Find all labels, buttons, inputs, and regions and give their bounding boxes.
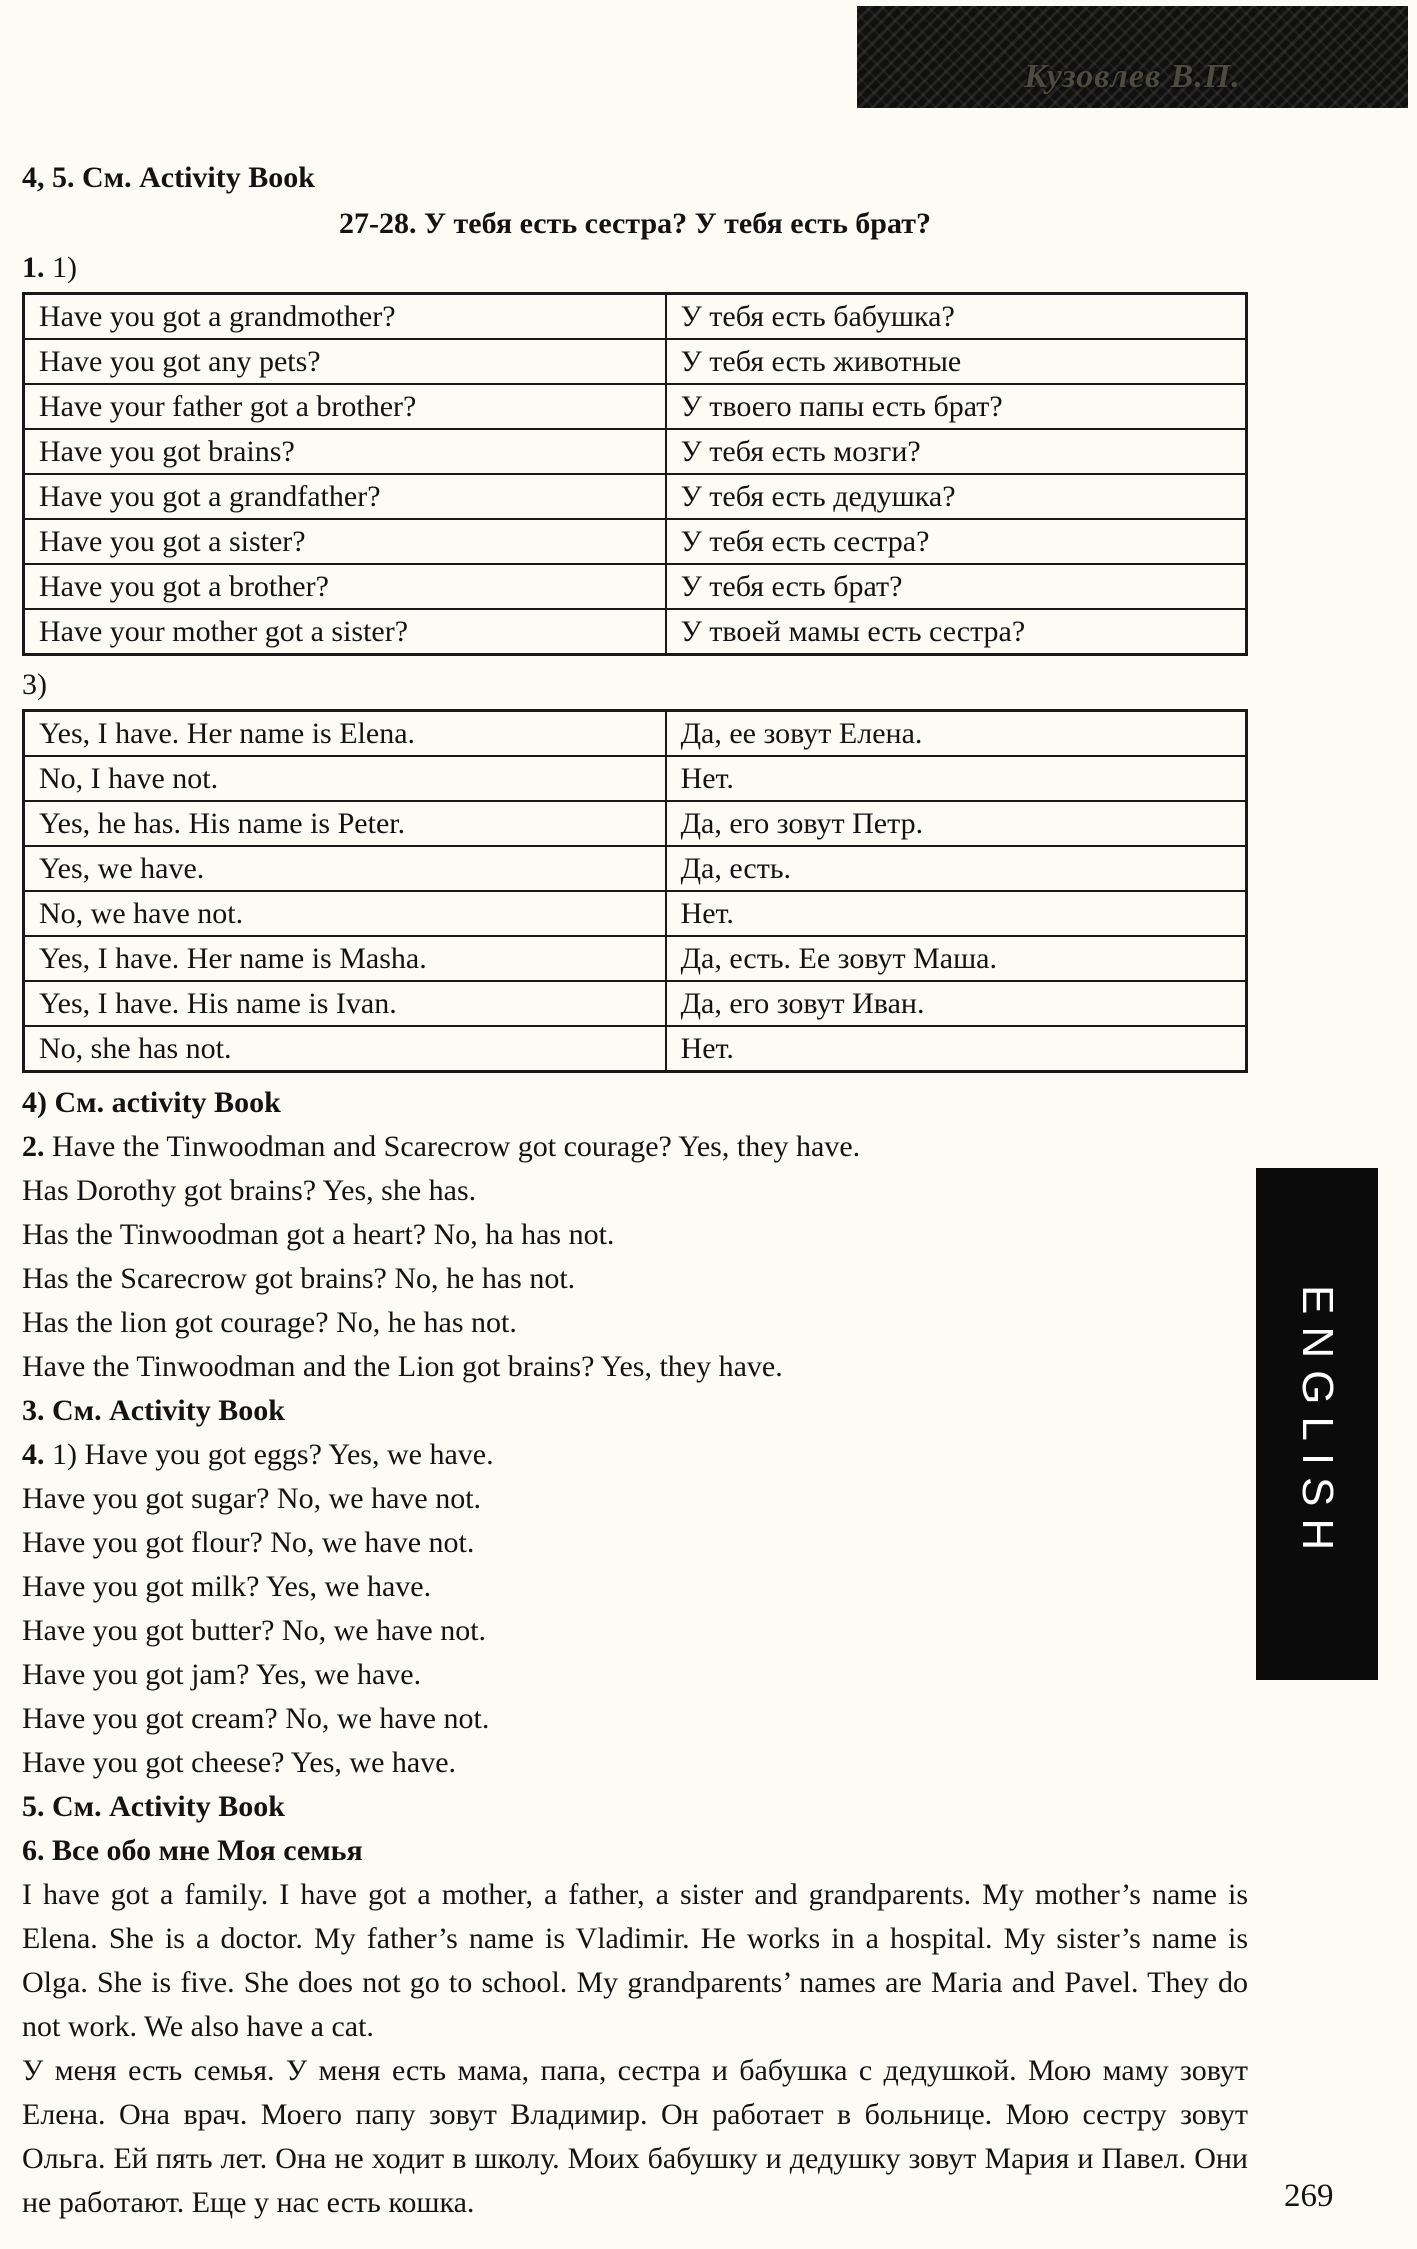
page-number: 269 [1284,2178,1334,2214]
question-cell-en: Have your father got a brother? [24,384,666,429]
table-row [24,711,1247,757]
exercise-2-first-line [22,1125,1248,1169]
questions-table [22,292,1248,656]
exercise-4-line: Have you got cream? No, we have not. [22,1702,490,1735]
question-cell-ru: У тебя есть дедушка? [666,474,1247,519]
answer-cell-ru: Да, его зовут Петр. [666,801,1247,846]
essay-russian: У меня есть семья. У меня есть мама, папа, сестра и бабушка с дедушкой. Мою маму зовут Елена. Она врач. Моего папу зовут Владимир. Он работает в больнице. Мою сестру зовут Ольга. Ей пять лет. Она не ходит в школу. Моих бабушку и дедушку зовут Мария и Павел. Они не работают. Еще у нас есть кошка. [22,2054,1248,2219]
question-cell-ru: У тебя есть животные [666,339,1247,384]
answer-cell-ru: Нет. [666,756,1247,801]
question-cell-en: Have you got brains? [24,429,666,474]
question-cell-ru: У твоей мамы есть сестра? [666,609,1247,655]
table-row [24,294,1247,340]
table-row [24,519,1247,564]
question-cell-en: Have you got a brother? [24,564,666,609]
table-row [24,936,1247,981]
question-cell-en: Have you got any pets? [24,339,666,384]
exercise-2-line: Has the Scarecrow got brains? No, he has not. [22,1262,576,1295]
exercise-4-line: Have you got jam? Yes, we have. [22,1658,422,1691]
table-row [24,384,1247,429]
exercise-4-line: Have you got flour? No, we have not. [22,1526,475,1559]
table-row [24,474,1247,519]
table-row [24,801,1247,846]
answers-table [22,709,1248,1073]
answer-cell-en: No, we have not. [24,891,666,936]
answer-cell-ru: Да, есть. [666,846,1247,891]
answer-cell-en: Yes, I have. His name is Ivan. [24,981,666,1026]
exercise-4-line: Have you got sugar? No, we have not. [22,1482,482,1515]
lesson-title: 27-28. У тебя есть сестра? У тебя есть брат? [339,207,931,240]
exercise-4-line: Have you got cheese? Yes, we have. [22,1746,457,1779]
question-cell-en: Have you got a grandfather? [24,474,666,519]
exercise-2-line: Has the lion got courage? No, he has not. [22,1306,517,1339]
table-row [24,564,1247,609]
page-content [22,155,1248,2225]
exercise-4-line: Have you got butter? No, we have not. [22,1614,487,1647]
exercise-2-number: 2. [22,1130,45,1163]
exercise-4-number: 4. [22,1438,45,1471]
answer-cell-ru: Да, его зовут Иван. [666,981,1247,1026]
answer-cell-en: No, she has not. [24,1026,666,1072]
question-cell-ru: У тебя есть бабушка? [666,294,1247,340]
answer-cell-en: Yes, he has. His name is Peter. [24,801,666,846]
table-row [24,891,1247,936]
table-row [24,1026,1247,1072]
table-row [24,756,1247,801]
answer-cell-ru: Нет. [666,891,1247,936]
answer-cell-ru: Нет. [666,1026,1247,1072]
exercise-1-part: 1) [52,251,77,284]
exercise-1-number: 1. [22,251,45,284]
exercise-2-line: Has Dorothy got brains? Yes, she has. [22,1174,477,1207]
exercise-2-line: Have the Tinwoodman and the Lion got brains? Yes, they have. [22,1350,783,1383]
english-side-tab-label: ENGLISH [1293,1285,1342,1563]
table-row [24,846,1247,891]
table-row [24,609,1247,655]
exercise-3-heading: 3. См. Activity Book [22,1394,285,1427]
part-3-label: 3) [22,668,47,701]
english-side-tab [1256,1168,1378,1680]
answer-cell-en: Yes, I have. Her name is Masha. [24,936,666,981]
exercise-4-first-line [22,1433,1248,1477]
question-cell-ru: У тебя есть сестра? [666,519,1247,564]
exercise-2-line: Has the Tinwoodman got a heart? No, ha has not. [22,1218,615,1251]
exercise-5-heading: 5. См. Activity Book [22,1790,285,1823]
essay-english: I have got a family. I have got a mother, a father, a sister and grandparents. My mother’s name is Elena. She is a doctor. My father’s name is Vladimir. He works in a hospital. My sister’s name is Olga. She is five. She does not go to school. My grandparents’ names are Maria and Pavel. They do not work. We also have a cat. [22,1878,1248,2043]
exercise-4-text: 1) Have you got eggs? Yes, we have. [52,1438,494,1471]
question-cell-ru: У тебя есть мозги? [666,429,1247,474]
question-cell-ru: У твоего папы есть брат? [666,384,1247,429]
answer-cell-en: Yes, I have. Her name is Elena. [24,711,666,757]
answer-cell-en: No, I have not. [24,756,666,801]
table-row [24,429,1247,474]
question-cell-ru: У тебя есть брат? [666,564,1247,609]
exercise-6-heading: 6. Все обо мне Моя семья [22,1834,363,1867]
publisher-stamp-banner [857,6,1408,108]
answer-cell-ru: Да, есть. Ее зовут Маша. [666,936,1247,981]
question-cell-en: Have your mother got a sister? [24,609,666,655]
publisher-stamp-text: Кузовлев В.П. [1024,58,1241,95]
question-cell-en: Have you got a sister? [24,519,666,564]
exercise-4-line: Have you got milk? Yes, we have. [22,1570,432,1603]
exercise-1-label [22,247,1248,289]
heading-see-activity-book: 4, 5. См. Activity Book [22,161,315,194]
part-4-heading: 4) См. activity Book [22,1086,281,1119]
table-row [24,981,1247,1026]
answer-cell-ru: Да, ее зовут Елена. [666,711,1247,757]
question-cell-en: Have you got a grandmother? [24,294,666,340]
answer-cell-en: Yes, we have. [24,846,666,891]
table-row [24,339,1247,384]
exercise-2-text: Have the Tinwoodman and Scarecrow got courage? Yes, they have. [52,1130,861,1163]
